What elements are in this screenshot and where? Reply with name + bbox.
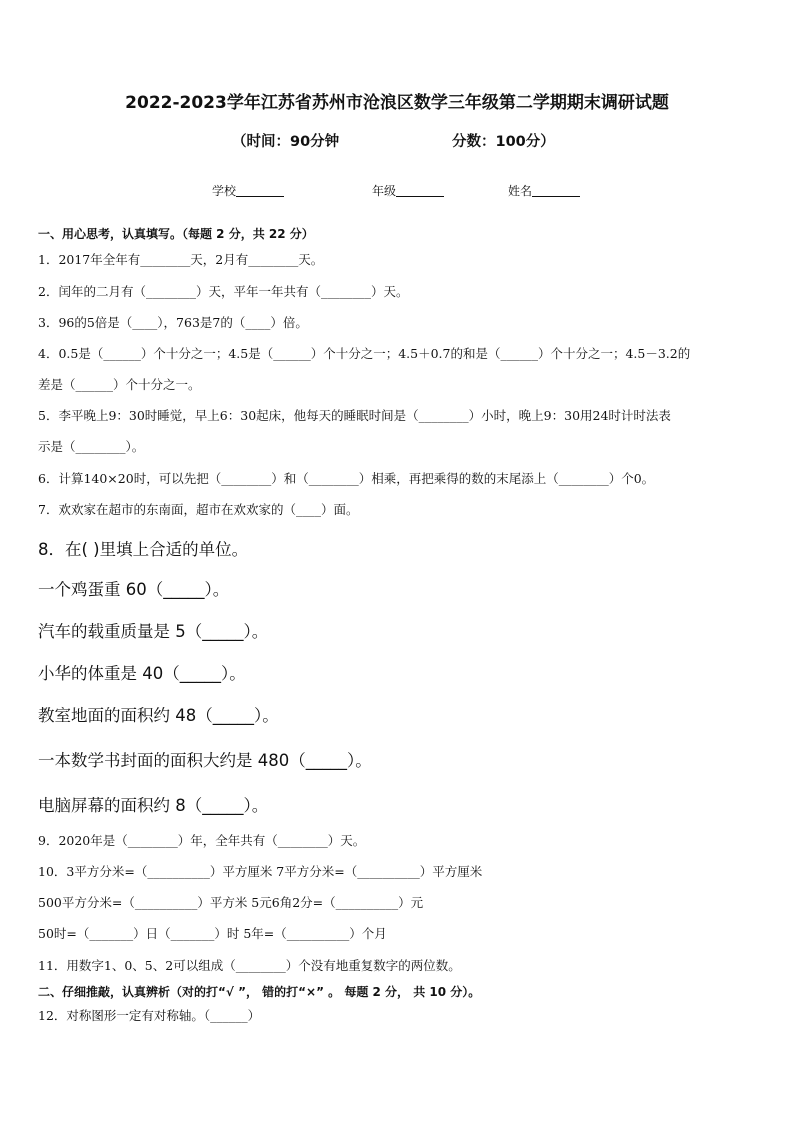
school-label: 学校 (212, 184, 237, 198)
question-5-line-1: 5．李平晚上9：30时睡觉，早上6：30起床，他每天的睡眠时间是（________）小时，晚上9：30用24时计时法表 (38, 408, 671, 423)
question-1: 1．2017年全年有________天，2月有________天。 (38, 252, 324, 267)
section-heading-1: 一、用心思考，认真填写。（每题 2 分，共 22 分） (38, 227, 314, 241)
question-8-item-4: 教室地面的面积约 48（_____）。 (38, 706, 279, 725)
question-7: 7．欢欢家在超市的东南面，超市在欢欢家的（____）面。 (38, 502, 359, 517)
exam-time: （时间：90分钟 (232, 134, 340, 150)
question-10-line-1: 10．3平方分米=（__________）平方厘米 7平方分米=（__________）平方厘米 (38, 864, 483, 879)
question-9: 9．2020年是（________）年，全年共有（________）天。 (38, 833, 366, 848)
question-10-line-3: 50时=（_______）日（_______）时 5年=（__________）个月 (38, 926, 387, 941)
question-5-line-2: 示是（________）。 (38, 439, 145, 454)
name-blank[interactable] (532, 184, 580, 197)
question-8-item-5: 一本数学书封面的面积大约是 480（_____）。 (38, 751, 372, 770)
grade-field (372, 182, 444, 199)
question-12: 12．对称图形一定有对称轴。（______） (38, 1008, 261, 1023)
school-field (212, 182, 284, 199)
question-10-line-2: 500平方分米=（__________）平方米 5元6角2分=（__________）元 (38, 895, 424, 910)
page-title: 2022-2023学年江苏省苏州市沧浪区数学三年级第二学期期末调研试题 (125, 93, 669, 113)
question-8-item-3: 小华的体重是 40（_____）。 (38, 664, 246, 683)
exam-score: 分数：100分） (452, 134, 555, 150)
question-2: 2．闰年的二月有（________）天，平年一年共有（________）天。 (38, 284, 409, 299)
question-8: 8．在( )里填上合适的单位。 (38, 540, 249, 559)
question-8-item-6: 电脑屏幕的面积约 8（_____）。 (38, 796, 269, 815)
question-8-item-2: 汽车的载重质量是 5（_____）。 (38, 622, 269, 641)
name-field (508, 182, 580, 199)
question-11: 11．用数字1、0、5、2可以组成（________）个没有地重复数字的两位数。 (38, 958, 461, 973)
grade-label: 年级 (372, 184, 397, 198)
question-6: 6．计算140×20时，可以先把（________）和（________）相乘，再把乘得的数的末尾添上（________）个0。 (38, 471, 655, 486)
question-3: 3．96的5倍是（____），763是7的（____）倍。 (38, 315, 308, 330)
school-blank[interactable] (236, 184, 284, 197)
grade-blank[interactable] (396, 184, 444, 197)
name-label: 姓名 (508, 184, 533, 198)
question-4-line-2: 差是（______）个十分之一。 (38, 377, 201, 392)
section-heading-2: 二、仔细推敲，认真辨析（对的打“√ ”， 错的打“×” 。 每题 2 分， 共 10 分）。 (38, 985, 481, 999)
question-4-line-1: 4．0.5是（______）个十分之一；4.5是（______）个十分之一；4.5＋0.7的和是（______）个十分之一；4.5－3.2的 (38, 346, 691, 361)
question-8-item-1: 一个鸡蛋重 60（_____）。 (38, 580, 230, 599)
